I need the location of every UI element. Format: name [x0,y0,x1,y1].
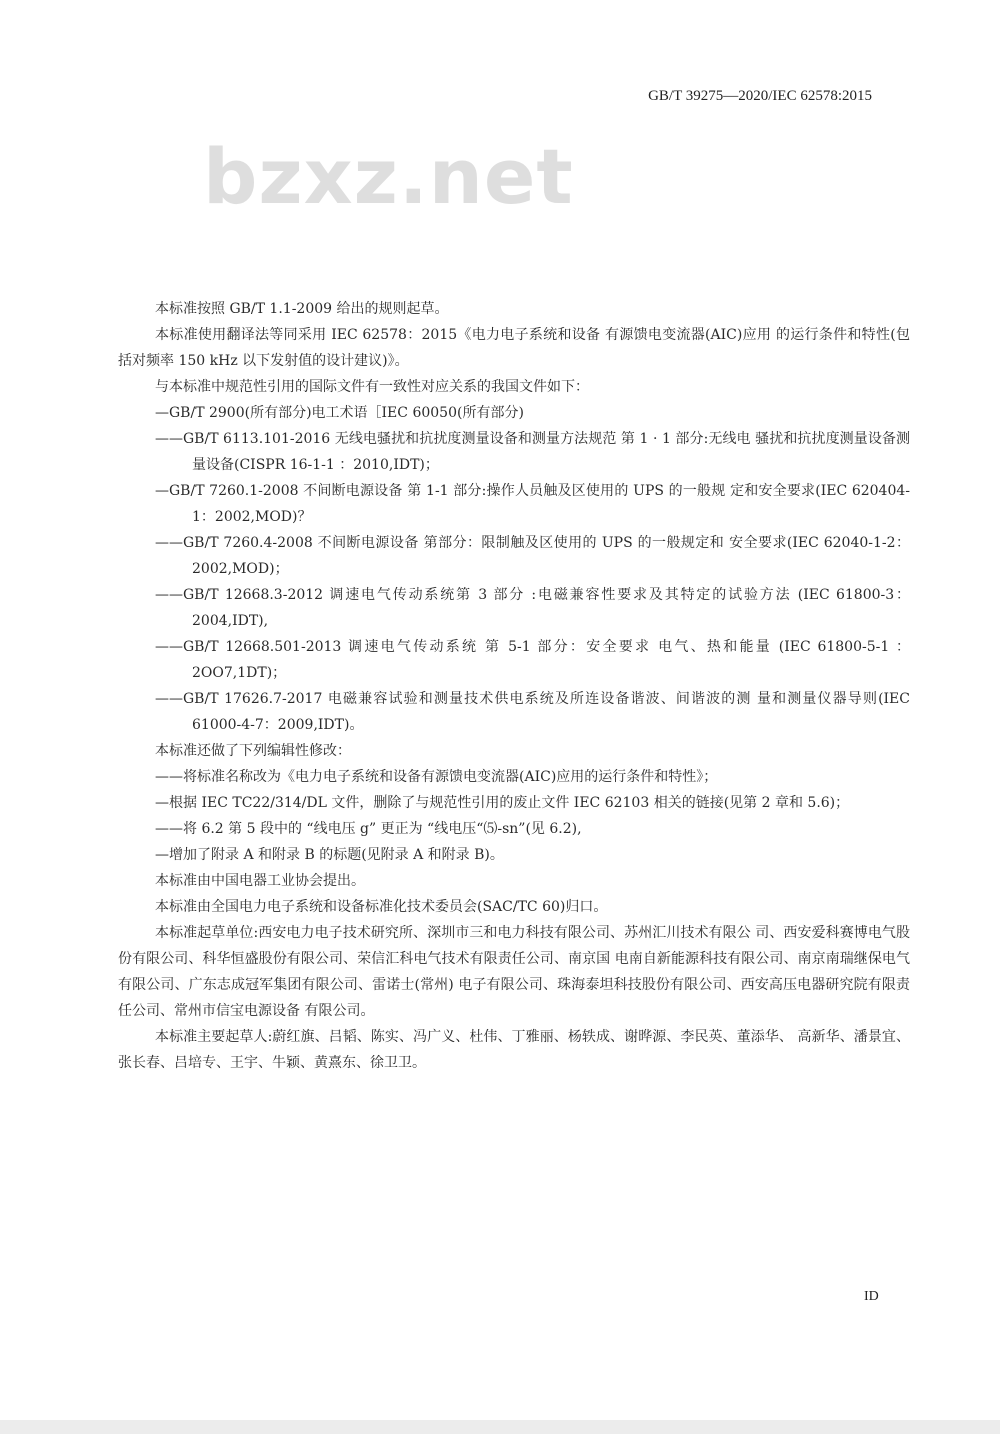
watermark-logo: bzxz.net [203,132,574,221]
paragraph: 本标准使用翻译法等同采用 IEC 62578：2015《电力电子系统和设备 有源馈电变流器(AIC)应用 的运行条件和特性(包括对频率 150 kHz 以下发射值的设计建议)》。 [118,327,910,369]
edit-item: —根据 IEC TC22/314/DL 文件，删除了与规范性引用的废止文件 IEC 62103 相关的链接(见第 2 章和 5.6)； [155,795,850,811]
reference-item: ——GB/T 12668.3-2012 调速电气传动系统第 3 部分 :电磁兼容性要求及其特定的试验方法 (IEC 61800-3：2004,IDT), [155,587,910,629]
paragraph: 本标准按照 GB/T 1.1-2009 给出的规则起草。 [155,301,449,317]
foreword-body [118,296,910,1076]
drafters-paragraph: 本标准主要起草人:蔚红旗、吕韬、陈实、冯广义、杜伟、丁雅丽、杨轶成、谢晔源、李民英、董添华、 高新华、潘景宜、张长春、吕培专、王宇、牛颖、黄熹东、徐卫卫。 [118,1029,910,1071]
paragraph: 与本标准中规范性引用的国际文件有一致性对应关系的我国文件如下： [155,379,589,395]
committee-paragraph: 本标准由全国电力电子系统和设备标准化技术委员会(SAC/TC 60)归口。 [155,899,608,915]
proposer-paragraph: 本标准由中国电器工业协会提出。 [155,873,365,889]
reference-item: ——GB/T 6113.101-2016 无线电骚扰和抗扰度测量设备和测量方法规范 第 1 · 1 部分:无线电 骚扰和抗扰度测量设备测量设备(CISPR 16-1-1 ：2010,IDT)； [155,431,910,473]
reference-item: ——GB/T 7260.4-2008 不间断电源设备 第部分：限制触及区使用的 UPS 的一般规定和 安全要求(IEC 62040-1-2：2002,MOD)； [155,535,910,577]
reference-item: ——GB/T 12668.501-2013 调速电气传动系统 第 5-1 部分：安全要求 电气、热和能量 (IEC 61800-5-1 ：2OO7,1DT)； [155,639,910,681]
reference-item: —GB/T 2900(所有部分)电工术语［IEC 60050(所有部分) [155,405,524,421]
edit-item: ——将标准名称改为《电力电子系统和设备有源馈电变流器(AIC)应用的运行条件和特性》； [155,769,718,785]
edit-intro: 本标准还做了下列编辑性修改： [155,743,351,759]
reference-item: ——GB/T 17626.7-2017 电磁兼容试验和测量技术供电系统及所连设备谐波、间谐波的测 量和测量仪器导则(IEC 61000-4-7：2009,IDT)。 [155,691,910,733]
edit-item: —增加了附录 A 和附录 B 的标题(见附录 A 和附录 B)。 [155,847,504,863]
standard-number-header: GB/T 39275—2020/IEC 62578:2015 [648,88,872,104]
edit-item: ——将 6.2 第 5 段中的 “线电压 g” 更正为 “线电压“⑸-sn”(见 6.2), [155,821,582,837]
drafting-units-paragraph: 本标准起草单位:西安电力电子技术研究所、深圳市三和电力科技有限公司、苏州汇川技术有限公 司、西安爱科赛博电气股份有限公司、科华恒盛股份有限公司、荣信汇科电气技术有限责任公司、南京国 电南自新能源科技有限公司、南京南瑞继保电气有限公司、广东志成冠军集团有限公司、雷诺士(常州) 电子有限公司、珠海泰坦科技股份有限公司、西安高压电器研究院有限责任公司、常州市信宝电源设备 有限公司。 [118,925,910,1019]
page-number: ID [864,1289,879,1304]
reference-item: —GB/T 7260.1-2008 不间断电源设备 第 1-1 部分:操作人员触及区使用的 UPS 的一般规 定和安全要求(IEC 620404-1：2002,MOD)？ [155,483,910,525]
bottom-edge [0,1420,1000,1434]
